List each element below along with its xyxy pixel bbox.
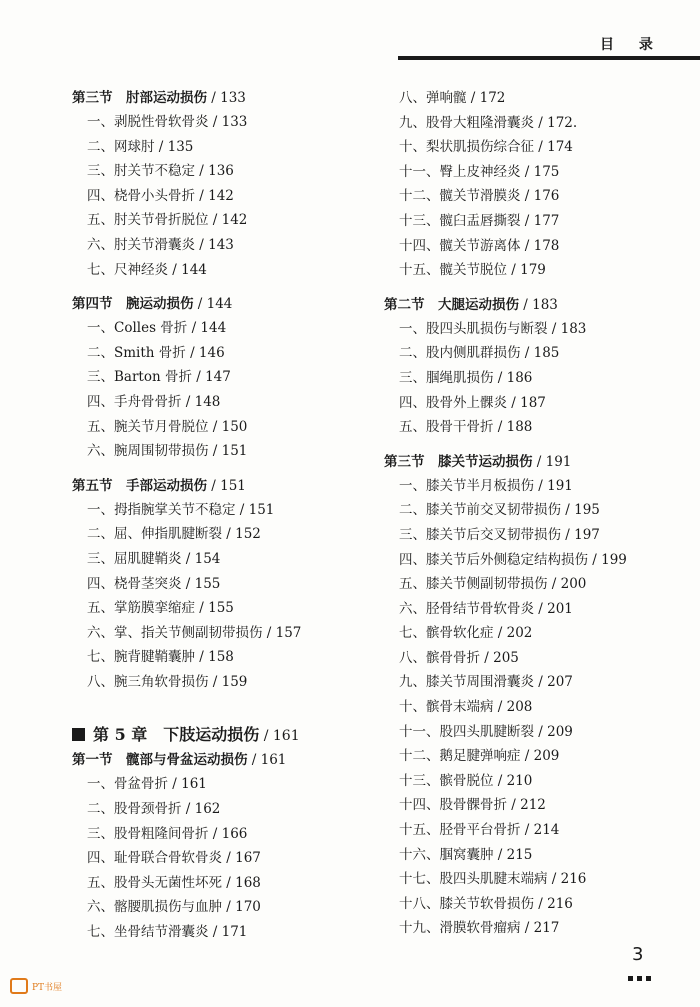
toc-entry: 五、股骨头无菌性坏死 / 168	[87, 874, 261, 891]
toc-entry: 五、掌筋膜挛缩症 / 155	[87, 600, 234, 617]
toc-entry: 一、剥脱性骨软骨炎 / 133	[87, 114, 248, 130]
toc-entry: 一、膝关节半月板损伤 / 191	[399, 477, 573, 494]
toc-entry: 六、髂腰肌损伤与血肿 / 170	[87, 899, 261, 916]
toc-entry: 十二、鹅足腱弹响症 / 209	[399, 748, 560, 765]
watermark	[10, 978, 62, 994]
chapter-square-icon	[72, 728, 85, 741]
toc-heading-page: / 191	[532, 453, 572, 470]
toc-entry: 七、髌骨软化症 / 202	[399, 625, 533, 642]
toc-entry: 四、桡骨小头骨折 / 142	[87, 187, 234, 204]
toc-entry: 一、骨盆骨折 / 161	[87, 776, 207, 793]
toc-entry: 一、拇指腕掌关节不稳定 / 151	[87, 501, 275, 518]
toc-heading-page: / 144	[193, 296, 233, 313]
toc-entry: 三、屈肌腱鞘炎 / 154	[87, 550, 221, 567]
toc-heading-label: 第四节 腕运动损伤	[72, 296, 194, 313]
toc-chapter-title	[72, 722, 382, 748]
toc-entry: 一、股四头肌损伤与断裂 / 183	[399, 320, 587, 337]
toc-entry: 十三、髋臼盂唇撕裂 / 177	[399, 212, 560, 229]
toc-heading-page: / 151	[207, 477, 246, 494]
toc-section-title	[72, 292, 382, 316]
toc-section-title	[72, 748, 382, 772]
toc-entry: 七、坐骨结节滑囊炎 / 171	[87, 924, 248, 941]
toc-heading-label: 第五节 手部运动损伤	[72, 477, 207, 494]
toc-entry: 十一、臀上皮神经炎 / 175	[399, 163, 560, 180]
toc-entry: 三、Barton 骨折 / 147	[87, 369, 231, 386]
toc-entry: 五、股骨干骨折 / 188	[399, 419, 533, 436]
toc-entry: 四、桡骨茎突炎 / 155	[87, 575, 221, 592]
toc-entry: 二、屈、伸指肌腱断裂 / 152	[87, 526, 261, 543]
toc-heading-page: / 161	[259, 728, 300, 745]
toc-entry: 八、腕三角软骨损伤 / 159	[87, 673, 248, 690]
toc-entry: 十五、髋关节脱位 / 179	[399, 262, 546, 279]
toc-entry: 十五、胫骨平台骨折 / 214	[399, 822, 560, 839]
toc-entry: 七、腕背腱鞘囊肿 / 158	[87, 649, 234, 666]
toc-heading-label: 第三节 肘部运动损伤	[72, 90, 207, 106]
running-header: 目 录	[600, 37, 663, 53]
toc-entry: 八、髌骨骨折 / 205	[399, 649, 519, 666]
toc-entry: 五、肘关节骨折脱位 / 142	[87, 212, 248, 229]
toc-heading-label: 第二节 大腿运动损伤	[384, 296, 519, 313]
toc-entry: 一、Colles 骨折 / 144	[87, 320, 227, 337]
toc-column-right	[384, 86, 694, 941]
toc-heading-page: / 133	[207, 90, 246, 106]
toc-entry: 二、股骨颈骨折 / 162	[87, 801, 221, 818]
toc-heading-label: 第一节 髋部与骨盆运动损伤	[72, 752, 248, 769]
toc-heading-page: / 161	[247, 752, 287, 769]
toc-section-title	[72, 86, 382, 110]
toc-entry: 九、股骨大粗隆滑囊炎 / 172.	[399, 114, 578, 131]
toc-entry: 六、掌、指关节侧副韧带损伤 / 157	[87, 624, 302, 641]
toc-entry: 十二、髋关节滑膜炎 / 176	[399, 188, 560, 205]
toc-entry: 二、股内侧肌群损伤 / 185	[399, 345, 560, 362]
toc-entry: 十八、膝关节软骨损伤 / 216	[399, 895, 573, 912]
toc-entry: 四、膝关节后外侧稳定结构损伤 / 199	[399, 551, 627, 568]
toc-entry: 十一、股四头肌腱断裂 / 209	[399, 723, 573, 740]
toc-entry: 六、腕周围韧带损伤 / 151	[87, 443, 248, 460]
toc-entry: 二、Smith 骨折 / 146	[87, 344, 225, 361]
toc-entry: 十、梨状肌损伤综合征 / 174	[399, 139, 573, 156]
toc-section-title	[384, 450, 694, 474]
header-rule	[398, 56, 700, 60]
toc-heading-label: 第三节 膝关节运动损伤	[384, 453, 533, 470]
toc-entry: 十九、滑膜软骨瘤病 / 217	[399, 920, 560, 937]
toc-heading-label: 第 5 章 下肢运动损伤	[93, 725, 260, 745]
toc-entry: 十七、股四头肌腱末端病 / 216	[399, 871, 587, 888]
watermark-logo-icon	[10, 978, 28, 994]
toc-entry: 三、肘关节不稳定 / 136	[87, 163, 234, 180]
toc-entry: 二、膝关节前交叉韧带损伤 / 195	[399, 502, 600, 519]
toc-entry: 十、髌骨末端病 / 208	[399, 699, 533, 716]
toc-entry: 三、腘绳肌损伤 / 186	[399, 369, 533, 386]
toc-entry: 五、腕关节月骨脱位 / 150	[87, 418, 248, 435]
toc-section-title	[72, 474, 382, 498]
toc-section-title	[384, 293, 694, 317]
toc-entry: 十四、髋关节游离体 / 178	[399, 237, 560, 254]
toc-entry: 四、股骨外上髁炎 / 187	[399, 394, 546, 411]
toc-entry: 三、股骨粗隆间骨折 / 166	[87, 825, 248, 842]
toc-heading-page: / 183	[519, 296, 558, 313]
toc-entry: 六、胫骨结节骨软骨炎 / 201	[399, 600, 573, 617]
toc-entry: 四、手舟骨骨折 / 148	[87, 393, 221, 410]
toc-entry: 二、网球肘 / 135	[87, 138, 194, 155]
toc-entry: 八、弹响髋 / 172	[399, 90, 506, 106]
toc-entry: 六、肘关节滑囊炎 / 143	[87, 236, 234, 253]
toc-entry: 十四、股骨髁骨折 / 212	[399, 797, 546, 814]
toc-entry: 十三、髌骨脱位 / 210	[399, 772, 533, 789]
page-dots	[628, 966, 655, 985]
toc-entry: 九、膝关节周围滑囊炎 / 207	[399, 674, 573, 691]
toc-entry: 七、尺神经炎 / 144	[87, 261, 207, 278]
toc-entry: 四、耻骨联合骨软骨炎 / 167	[87, 850, 261, 867]
toc-entry: 三、膝关节后交叉韧带损伤 / 197	[399, 526, 600, 543]
watermark-text: PT书屋	[32, 982, 63, 993]
page-number: 3	[632, 944, 644, 965]
toc-entry: 五、膝关节侧副韧带损伤 / 200	[399, 576, 587, 593]
toc-entry: 十六、腘窝囊肿 / 215	[399, 846, 533, 863]
toc-column-left	[72, 86, 382, 945]
